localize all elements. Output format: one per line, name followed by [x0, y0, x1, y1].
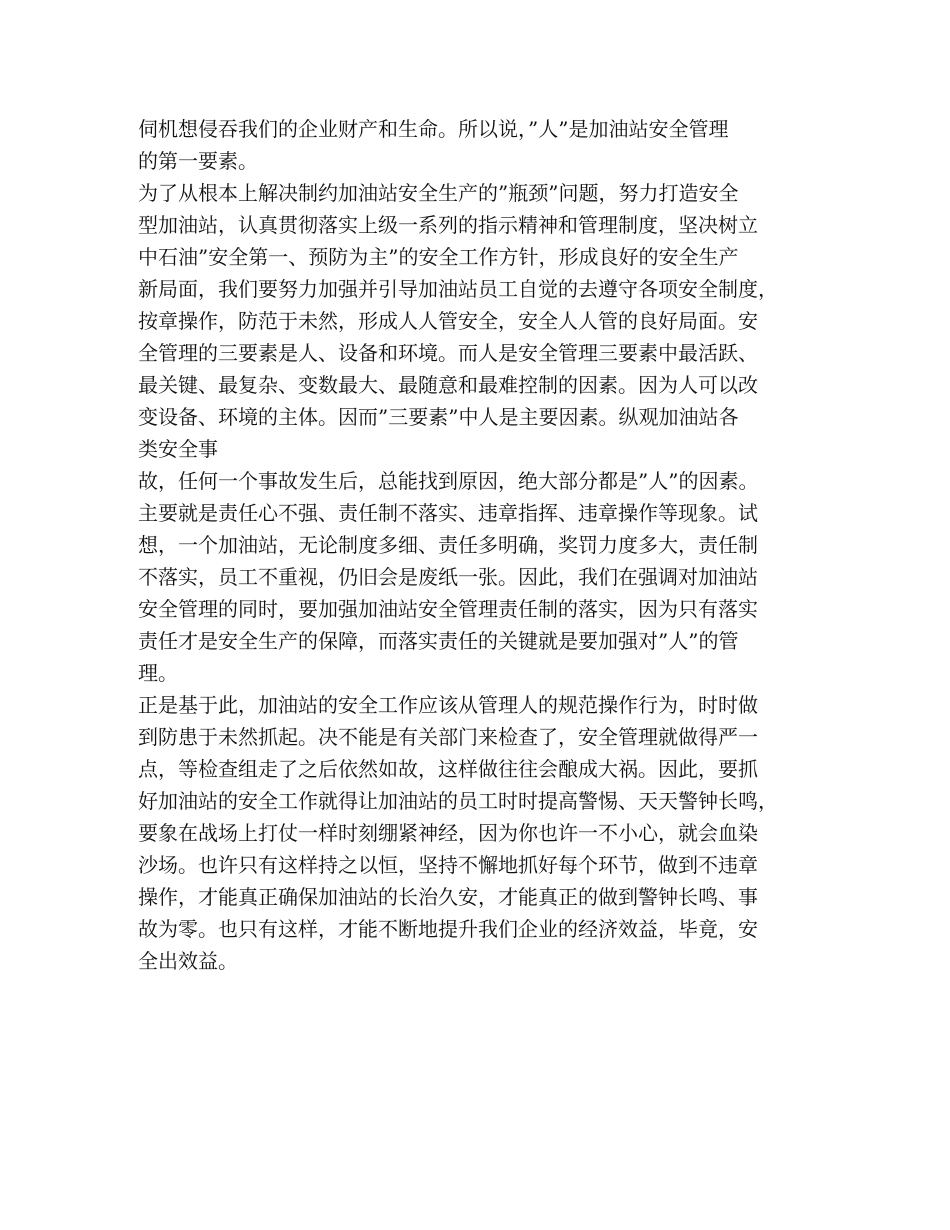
- text-line: 不落实，员工不重视，仍旧会是废纸一张。因此，我们在强调对加油站: [138, 565, 758, 589]
- text-line: 故为零。也只有这样，才能不断地提升我们企业的经济效益，毕竟，安: [138, 917, 758, 941]
- text-line: 为了从根本上解决制约加油站安全生产的”瓶颈”问题，努力打造安全: [138, 181, 739, 205]
- text-line: 好加油站的安全工作就得让加油站的员工时时提高警惕、天天警钟长鸣，: [138, 789, 778, 813]
- text-line: 要象在战场上打仗一样时刻绷紧神经，因为你也许一不小心，就会血染: [138, 821, 758, 845]
- text-line: 操作，才能真正确保加油站的长治久安，才能真正的做到警钟长鸣、事: [138, 885, 758, 909]
- text-line: 类安全事: [138, 437, 218, 461]
- text-line: 点，等检查组走了之后依然如故，这样做往往会酿成大祸。因此，要抓: [138, 757, 758, 781]
- text-line: 正是基于此，加油站的安全工作应该从管理人的规范操作行为，时时做: [138, 693, 758, 717]
- text-line: 故，任何一个事故发生后，总能找到原因，绝大部分都是”人”的因素。: [138, 469, 759, 493]
- text-line: 按章操作，防范于未然，形成人人管安全，安全人人管的良好局面。安: [138, 309, 758, 333]
- text-line: 责任才是安全生产的保障，而落实责任的关键就是要加强对”人”的管: [138, 629, 739, 653]
- document-body: [138, 113, 818, 977]
- text-line: 主要就是责任心不强、责任制不落实、违章指挥、违章操作等现象。试: [138, 501, 758, 525]
- text-line: 理。: [138, 661, 178, 685]
- text-line: 中石油”安全第一、预防为主”的安全工作方针，形成良好的安全生产: [138, 245, 739, 269]
- text-line: 伺机想侵吞我们的企业财产和生命。所以说，”人”是加油站安全管理: [138, 117, 729, 141]
- text-line: 想，一个加油站，无论制度多细、责任多明确，奖罚力度多大，责任制: [138, 533, 758, 557]
- text-line: 到防患于未然抓起。决不能是有关部门来检查了，安全管理就做得严一: [138, 725, 758, 749]
- text-line: 型加油站，认真贯彻落实上级一系列的指示精神和管理制度，坚决树立: [138, 213, 758, 237]
- text-line: 变设备、环境的主体。因而”三要素”中人是主要因素。纵观加油站各: [138, 405, 739, 429]
- text-line: 全出效益。: [138, 949, 238, 973]
- text-line: 安全管理的同时，要加强加油站安全管理责任制的落实，因为只有落实: [138, 597, 758, 621]
- text-line: 的第一要素。: [138, 149, 258, 173]
- text-line: 沙场。也许只有这样持之以恒，坚持不懈地抓好每个环节，做到不违章: [138, 853, 758, 877]
- text-line: 全管理的三要素是人、设备和环境。而人是安全管理三要素中最活跃、: [138, 341, 758, 365]
- text-line: 最关键、最复杂、变数最大、最随意和最难控制的因素。因为人可以改: [138, 373, 758, 397]
- text-line: 新局面，我们要努力加强并引导加油站员工自觉的去遵守各项安全制度，: [138, 277, 778, 301]
